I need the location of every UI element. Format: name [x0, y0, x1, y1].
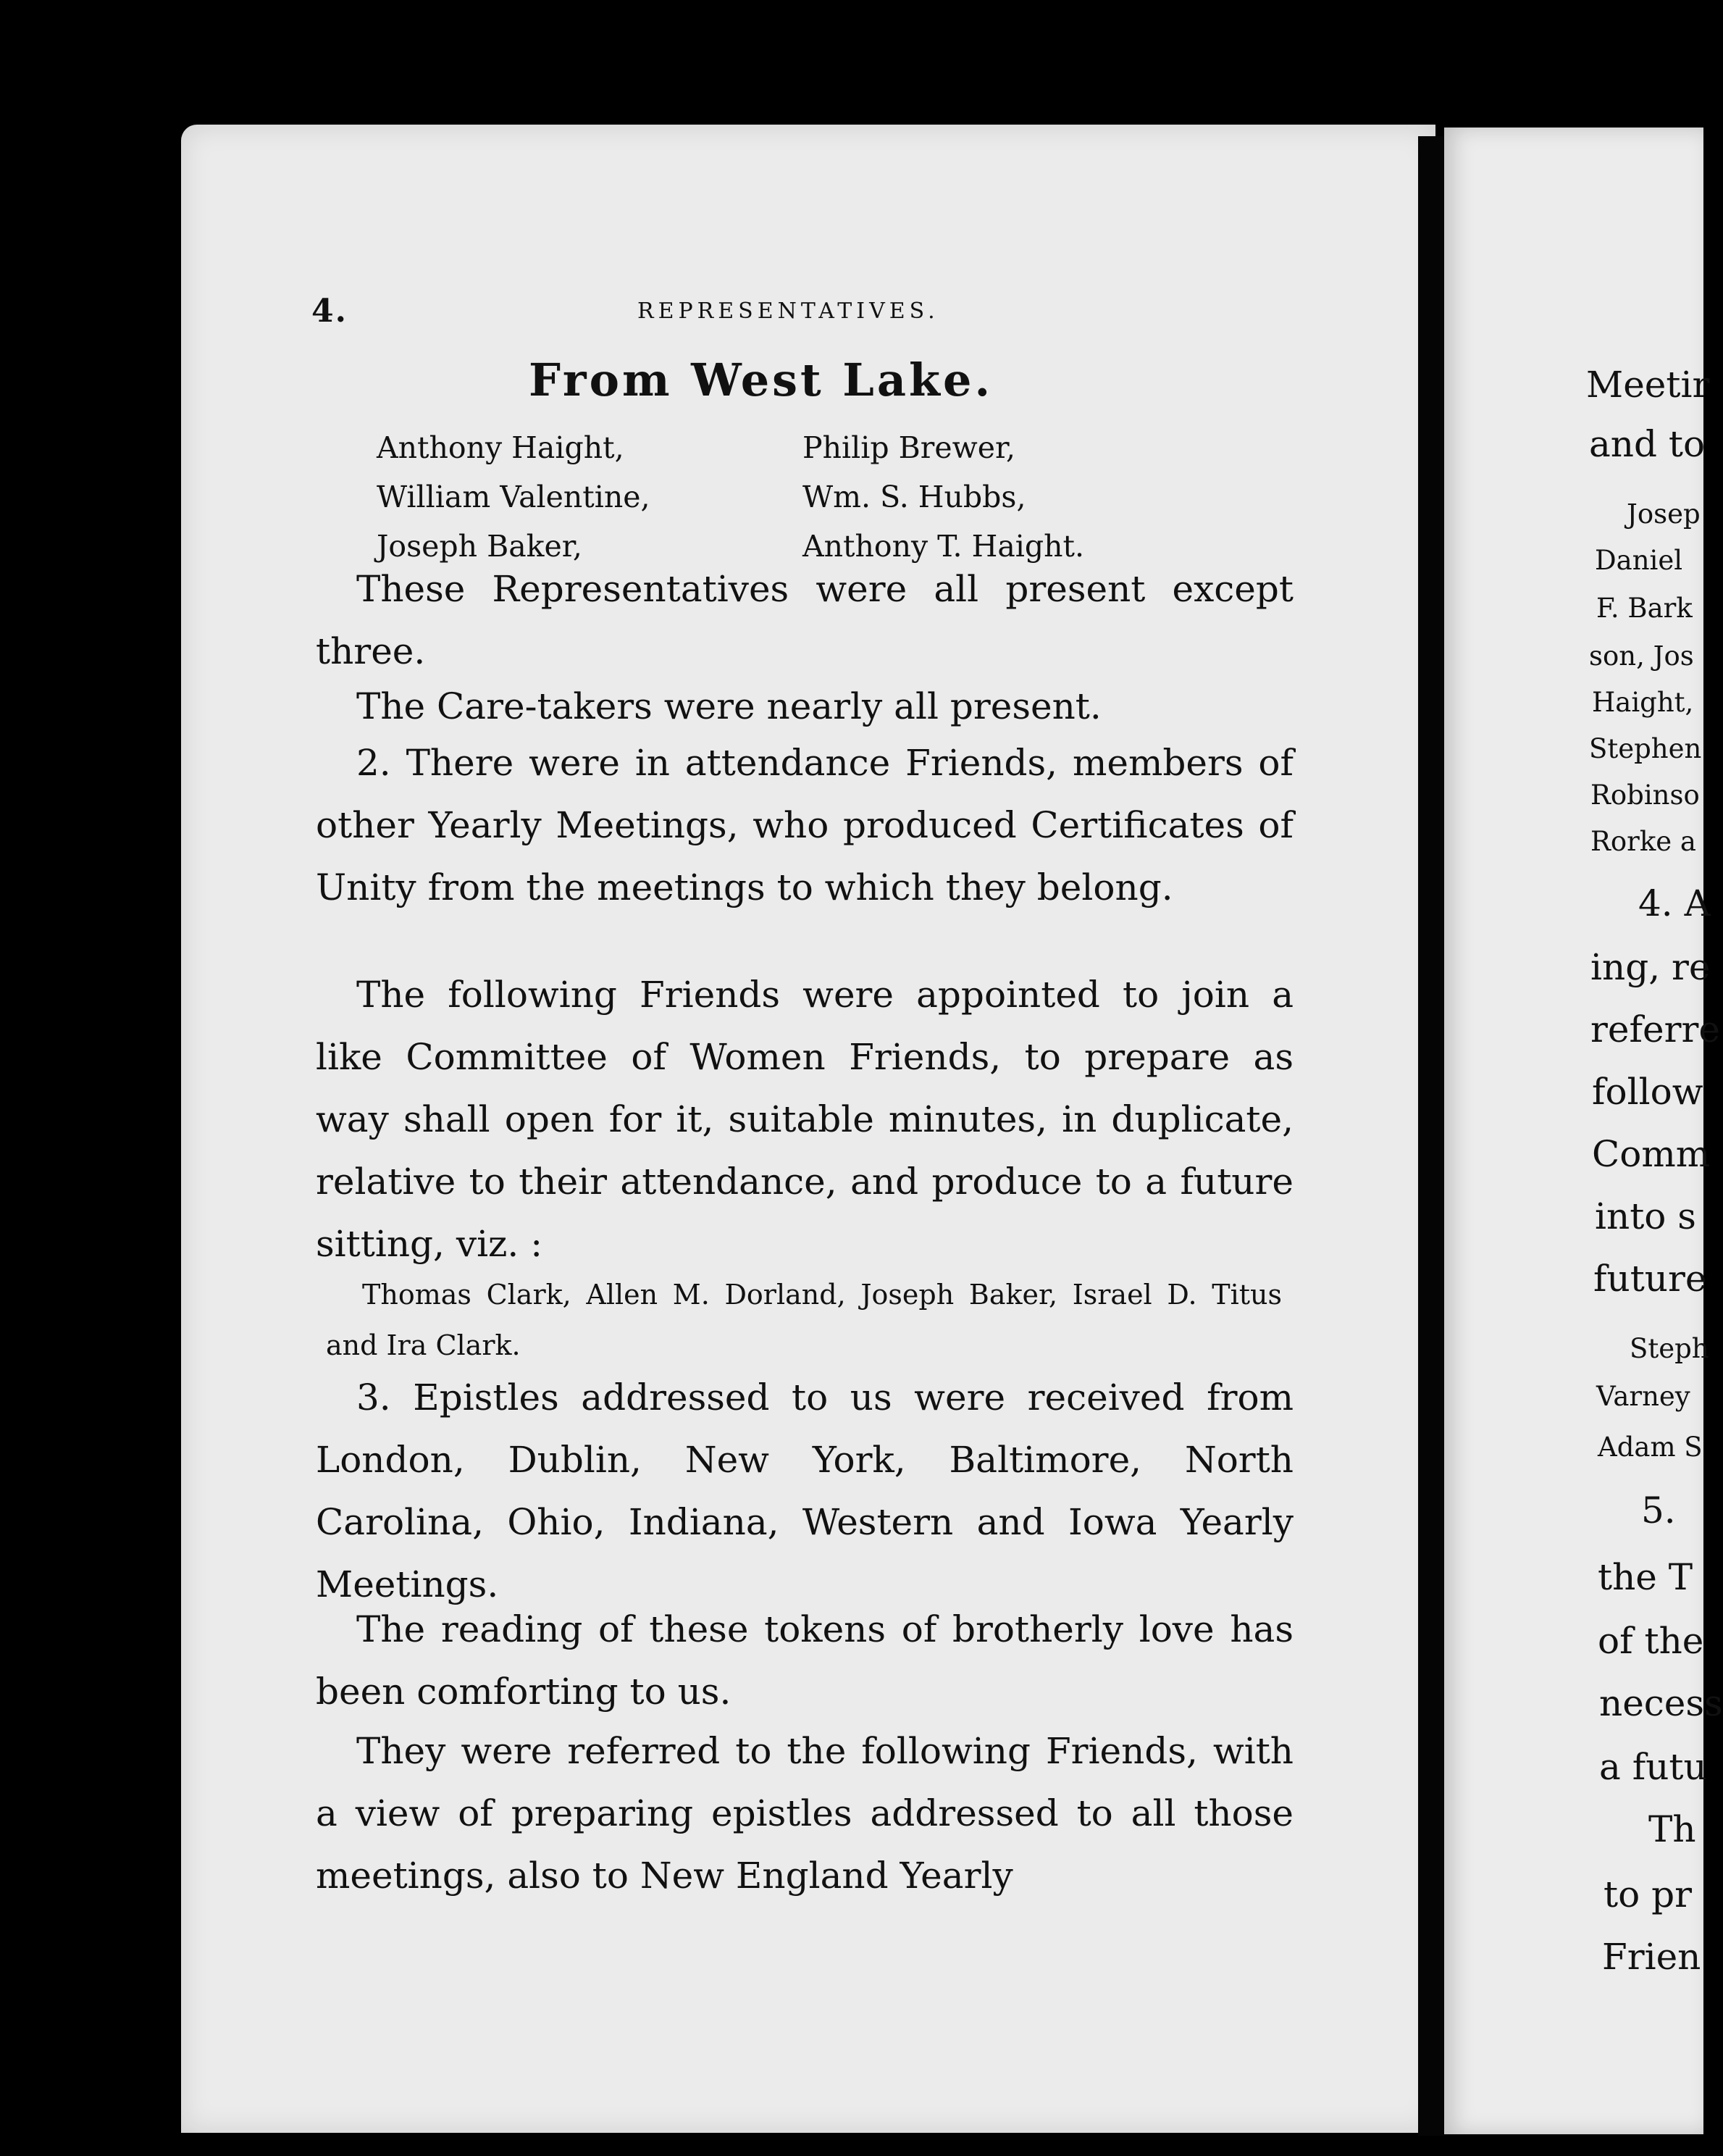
paragraph-referred: They were referred to the following Friends, with a view of preparing epistles addressed to all those meetings, also to New England Yearly: [316, 1730, 1294, 1897]
paragraph-tokens: The reading of these tokens of brotherly love has been comforting to us.: [316, 1608, 1294, 1713]
representative-name: Philip Brewer,: [802, 430, 1016, 465]
right-page-line: Rorke a: [1590, 826, 1696, 857]
right-page-line: Varney: [1596, 1381, 1690, 1412]
right-page-line: future: [1593, 1258, 1707, 1300]
right-page-line: Frien: [1602, 1936, 1701, 1978]
right-page-line: son, Jos: [1589, 640, 1694, 672]
paragraph-present: These Representatives were all present except three.: [316, 568, 1294, 672]
paragraph-item-2: 2. There were in attendance Friends, members of other Yearly Meetings, who produced Certificates of Unity from the meetings to which they belong.: [316, 742, 1294, 908]
right-page-line: referre: [1590, 1008, 1720, 1050]
right-page-line: follow: [1592, 1071, 1703, 1113]
right-page-line: F. Bark: [1596, 593, 1693, 624]
representatives-right-column: [802, 423, 1084, 571]
representative-name: Anthony Haight,: [377, 430, 624, 465]
right-page-line: 4. A: [1638, 882, 1711, 924]
right-page-line: ing, re: [1590, 946, 1711, 988]
page-gutter: [1418, 136, 1444, 2136]
right-page-line: Th: [1648, 1808, 1696, 1850]
section-heading: From West Lake.: [529, 354, 994, 406]
running-head: REPRESENTATIVES.: [637, 298, 939, 324]
paragraph-committee: The following Friends were appointed to join a like Committee of Women Friends, to prepare as way shall open for it, suitable minutes, in duplicate, relative to their attendance, and produce to a future sitting, viz. :: [316, 974, 1294, 1265]
right-page-line: Haight,: [1592, 687, 1694, 718]
representative-name: Joseph Baker,: [377, 529, 582, 564]
right-page-line: necess: [1599, 1682, 1723, 1724]
right-page-line: Daniel: [1595, 545, 1683, 576]
representative-name: William Valentine,: [377, 480, 650, 514]
right-page-line: and to: [1589, 423, 1706, 465]
committee-names: Thomas Clark, Allen M. Dorland, Joseph Baker, Israel D. Titus and Ira Clark.: [326, 1279, 1282, 1361]
representative-name: Anthony T. Haight.: [802, 529, 1085, 564]
right-page-line: 5.: [1641, 1489, 1676, 1532]
representatives-left-column: [377, 423, 650, 571]
right-page-fragment: [1444, 128, 1723, 2134]
right-page-line: a futu: [1599, 1746, 1707, 1788]
right-page-line: Adam S: [1598, 1432, 1703, 1463]
paragraph-caretakers: The Care-takers were nearly all present.: [356, 685, 1102, 727]
right-page-line: the T: [1598, 1556, 1693, 1598]
right-page-line: Josep: [1627, 498, 1701, 530]
paragraph-item-3: 3. Epistles addressed to us were received from London, Dublin, New York, Baltimore, North Carolina, Ohio, Indiana, Western and Iowa Yearly Meetings.: [316, 1376, 1294, 1605]
page-number: 4.: [311, 293, 348, 330]
right-page-line: Robinso: [1590, 780, 1700, 811]
right-page-line: Stephen: [1589, 733, 1702, 764]
right-page-line: Steph: [1630, 1333, 1709, 1364]
right-page-line: Comm: [1592, 1133, 1711, 1175]
right-page-line: into s: [1595, 1195, 1696, 1237]
right-page-line: of the: [1598, 1620, 1704, 1662]
right-page-line: to pr: [1603, 1873, 1692, 1915]
representative-name: Wm. S. Hubbs,: [802, 480, 1026, 514]
right-page-line: Meetir: [1586, 364, 1710, 406]
